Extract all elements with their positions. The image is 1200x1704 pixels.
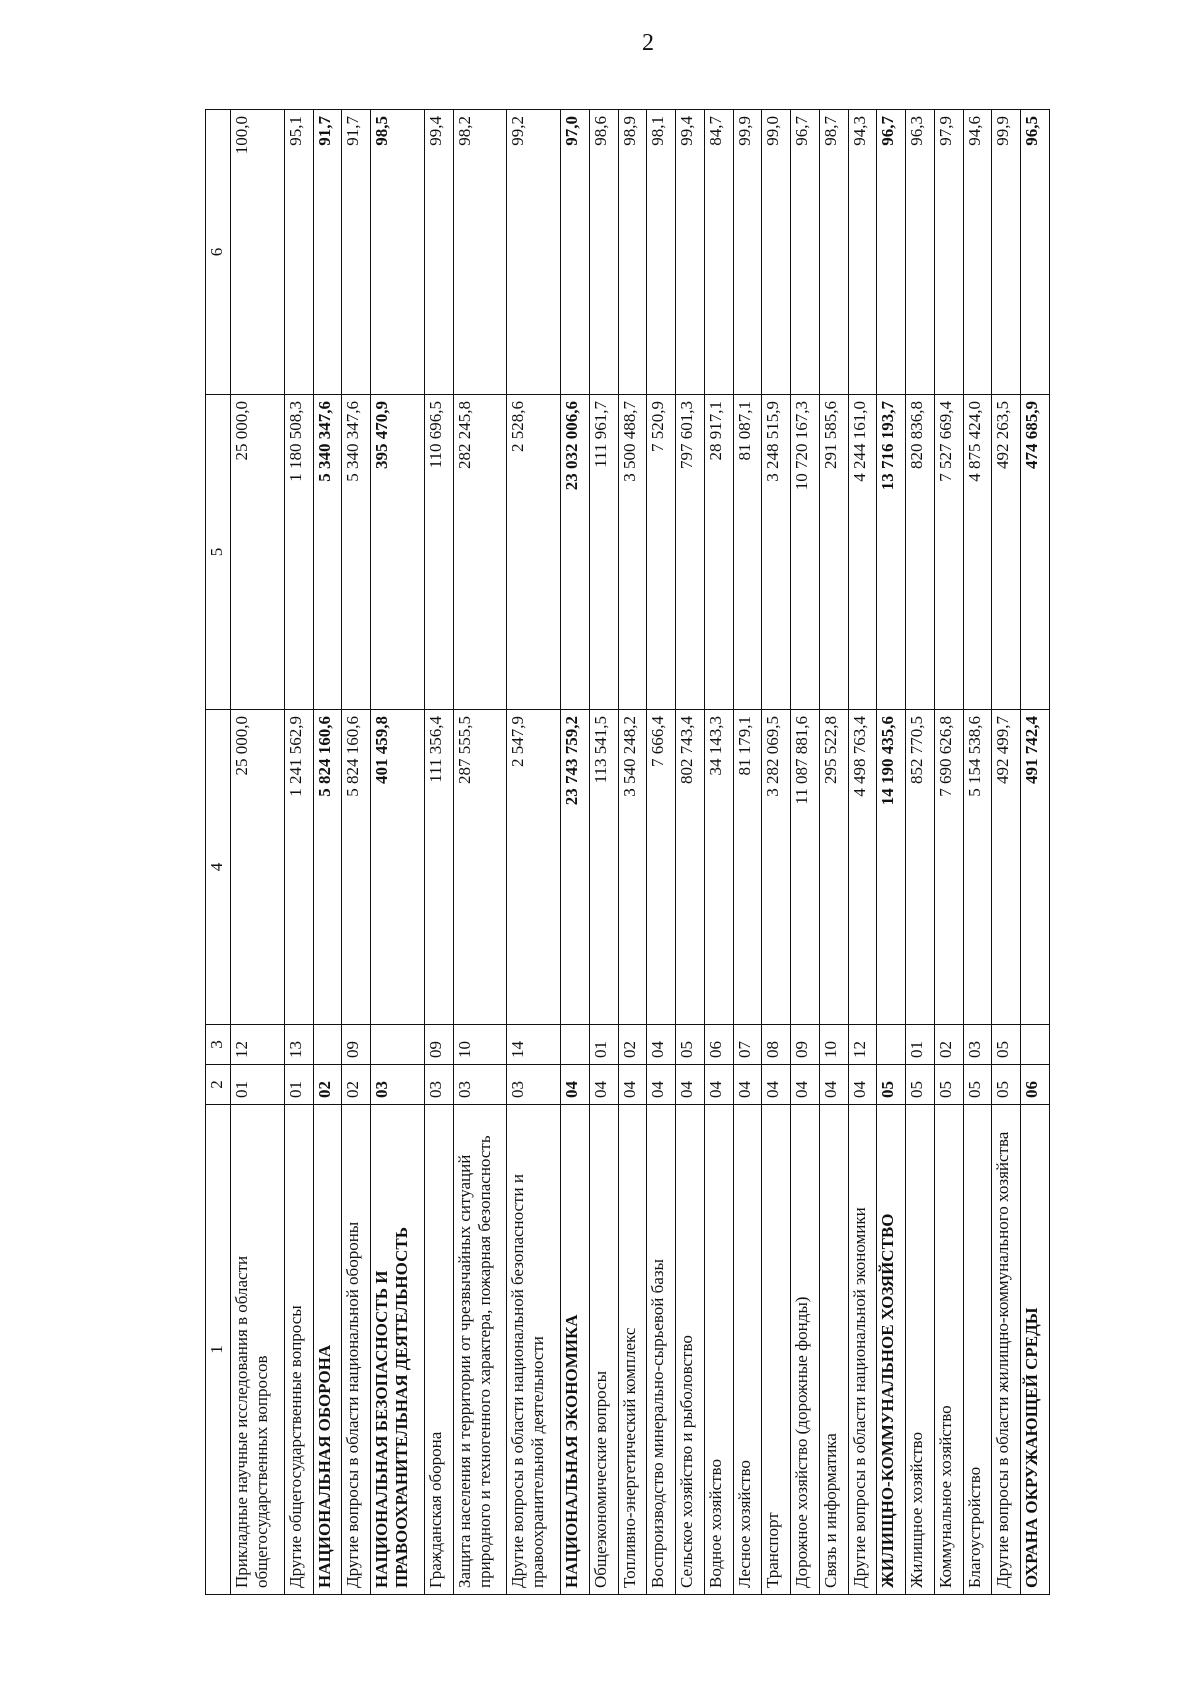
planned-amount-cell: 492 499,7 [992,710,1021,1025]
subsection-code-cell: 06 [704,1025,733,1065]
subsection-code-cell: 14 [507,1025,561,1065]
planned-amount-cell: 401 459,8 [371,710,425,1025]
planned-amount-cell: 25 000,0 [231,710,285,1025]
execution-percent-cell: 98,6 [589,110,618,395]
subsection-code-cell: 05 [676,1025,705,1065]
table-row [453,110,507,1595]
execution-percent-cell: 99,9 [733,110,762,395]
executed-amount-cell: 474 685,9 [1021,395,1050,710]
planned-amount-cell: 113 541,5 [589,710,618,1025]
subsection-code-cell: 10 [453,1025,507,1065]
execution-percent-cell: 100,0 [231,110,285,395]
item-name-cell: ОХРАНА ОКРУЖАЮЩЕЙ СРЕДЫ [1021,1105,1050,1595]
execution-percent-cell: 94,6 [963,110,992,395]
planned-amount-cell: 287 555,5 [453,710,507,1025]
subsection-code-cell: 05 [992,1025,1021,1065]
execution-percent-cell: 99,9 [992,110,1021,395]
table-row [313,110,342,1595]
table-row [371,110,425,1595]
executed-amount-cell: 3 248 515,9 [762,395,791,710]
execution-percent-cell: 99,2 [507,110,561,395]
table-row [762,110,791,1595]
table-row [424,110,453,1595]
planned-amount-cell: 852 770,5 [906,710,935,1025]
planned-amount-cell: 5 824 160,6 [313,710,342,1025]
executed-amount-cell: 111 961,7 [589,395,618,710]
executed-amount-cell: 23 032 006,6 [561,395,590,710]
item-name-cell: Другие вопросы в области национальной обороны [342,1105,371,1595]
planned-amount-cell: 491 742,4 [1021,710,1050,1025]
page-number: 2 [642,30,654,56]
section-code-cell: 04 [704,1065,733,1105]
executed-amount-cell: 2 528,6 [507,395,561,710]
section-code-cell: 01 [284,1065,313,1105]
item-name-cell: Лесное хозяйство [733,1105,762,1595]
subsection-code-cell: 01 [906,1025,935,1065]
item-name-cell: Другие общегосударственные вопросы [284,1105,313,1595]
item-name-cell: Гражданская оборона [424,1105,453,1595]
section-code-cell: 04 [589,1065,618,1105]
rotated-table-container [205,110,1050,1595]
execution-percent-cell: 84,7 [704,110,733,395]
table-row [231,110,285,1595]
item-name-cell: НАЦИОНАЛЬНАЯ БЕЗОПАСНОСТЬ И ПРАВООХРАНИТЕЛЬНАЯ ДЕЯТЕЛЬНОСТЬ [371,1105,425,1595]
section-code-cell: 01 [231,1065,285,1105]
executed-amount-cell: 4 244 161,0 [848,395,877,710]
header-cell-5: 5 [206,395,231,710]
table-row [561,110,590,1595]
section-code-cell: 04 [848,1065,877,1105]
subsection-code-cell [561,1025,590,1065]
subsection-code-cell [1021,1025,1050,1065]
planned-amount-cell: 23 743 759,2 [561,710,590,1025]
executed-amount-cell: 291 585,6 [819,395,848,710]
table-row [589,110,618,1595]
item-name-cell: НАЦИОНАЛЬНАЯ ЭКОНОМИКА [561,1105,590,1595]
section-code-cell: 05 [877,1065,906,1105]
section-code-cell: 02 [342,1065,371,1105]
item-name-cell: Связь и информатика [819,1105,848,1595]
table-row [507,110,561,1595]
table-row [877,110,906,1595]
subsection-code-cell: 07 [733,1025,762,1065]
executed-amount-cell: 110 696,5 [424,395,453,710]
execution-percent-cell: 96,7 [877,110,906,395]
execution-percent-cell: 99,0 [762,110,791,395]
item-name-cell: Дорожное хозяйство (дорожные фонды) [791,1105,820,1595]
execution-percent-cell: 98,1 [647,110,676,395]
executed-amount-cell: 395 470,9 [371,395,425,710]
subsection-code-cell [313,1025,342,1065]
execution-percent-cell: 99,4 [424,110,453,395]
item-name-cell: Коммунальное хозяйство [934,1105,963,1595]
table-row [676,110,705,1595]
execution-percent-cell: 99,4 [676,110,705,395]
table-row [906,110,935,1595]
section-code-cell: 04 [618,1065,647,1105]
planned-amount-cell: 2 547,9 [507,710,561,1025]
section-code-cell: 04 [733,1065,762,1105]
item-name-cell: Благоустройство [963,1105,992,1595]
section-code-cell: 06 [1021,1065,1050,1105]
table-row [284,110,313,1595]
header-cell-1: 1 [206,1105,231,1595]
section-code-cell: 03 [424,1065,453,1105]
planned-amount-cell: 5 154 538,6 [963,710,992,1025]
subsection-code-cell: 13 [284,1025,313,1065]
section-code-cell: 03 [507,1065,561,1105]
item-name-cell: Общеэкономические вопросы [589,1105,618,1595]
execution-percent-cell: 96,3 [906,110,935,395]
section-code-cell: 04 [561,1065,590,1105]
section-code-cell: 03 [453,1065,507,1105]
planned-amount-cell: 5 824 160,6 [342,710,371,1025]
item-name-cell: Сельское хозяйство и рыболовство [676,1105,705,1595]
subsection-code-cell: 08 [762,1025,791,1065]
executed-amount-cell: 4 875 424,0 [963,395,992,710]
item-name-cell: Другие вопросы в области национальной экономики [848,1105,877,1595]
execution-percent-cell: 98,2 [453,110,507,395]
subsection-code-cell: 09 [424,1025,453,1065]
table-row [963,110,992,1595]
table-row [733,110,762,1595]
table-row [647,110,676,1595]
execution-percent-cell: 98,7 [819,110,848,395]
subsection-code-cell: 09 [342,1025,371,1065]
subsection-code-cell: 02 [934,1025,963,1065]
executed-amount-cell: 28 917,1 [704,395,733,710]
planned-amount-cell: 3 540 248,2 [618,710,647,1025]
subsection-code-cell [371,1025,425,1065]
planned-amount-cell: 295 522,8 [819,710,848,1025]
execution-percent-cell: 98,5 [371,110,425,395]
header-cell-2: 2 [206,1065,231,1105]
execution-percent-cell: 95,1 [284,110,313,395]
execution-percent-cell: 97,0 [561,110,590,395]
item-name-cell: НАЦИОНАЛЬНАЯ ОБОРОНА [313,1105,342,1595]
subsection-code-cell: 12 [848,1025,877,1065]
table-row [819,110,848,1595]
subsection-code-cell: 09 [791,1025,820,1065]
header-cell-3: 3 [206,1025,231,1065]
planned-amount-cell: 7 666,4 [647,710,676,1025]
budget-execution-table [205,109,1050,1595]
item-name-cell: Топливно-энергетический комплекс [618,1105,647,1595]
executed-amount-cell: 25 000,0 [231,395,285,710]
item-name-cell: Воспроизводство минерально-сырьевой базы [647,1105,676,1595]
section-code-cell: 05 [992,1065,1021,1105]
item-name-cell: Защита населения и территории от чрезвычайных ситуаций природного и техногенного характера, пожарная безопасность [453,1105,507,1595]
table-row [992,110,1021,1595]
section-code-cell: 04 [647,1065,676,1105]
executed-amount-cell: 492 263,5 [992,395,1021,710]
planned-amount-cell: 34 143,3 [704,710,733,1025]
execution-percent-cell: 96,5 [1021,110,1050,395]
execution-percent-cell: 96,7 [791,110,820,395]
executed-amount-cell: 1 180 508,3 [284,395,313,710]
executed-amount-cell: 820 836,8 [906,395,935,710]
item-name-cell: Прикладные научные исследования в области общегосударственных вопросов [231,1105,285,1595]
section-code-cell: 04 [676,1065,705,1105]
executed-amount-cell: 7 520,9 [647,395,676,710]
item-name-cell: ЖИЛИЩНО-КОММУНАЛЬНОЕ ХОЗЯЙСТВО [877,1105,906,1595]
item-name-cell: Транспорт [762,1105,791,1595]
subsection-code-cell: 12 [231,1025,285,1065]
section-code-cell: 04 [791,1065,820,1105]
table-row [704,110,733,1595]
planned-amount-cell: 14 190 435,6 [877,710,906,1025]
table-row [342,110,371,1595]
section-code-cell: 04 [762,1065,791,1105]
planned-amount-cell: 81 179,1 [733,710,762,1025]
executed-amount-cell: 10 720 167,3 [791,395,820,710]
planned-amount-cell: 4 498 763,4 [848,710,877,1025]
table-row [848,110,877,1595]
section-code-cell: 04 [819,1065,848,1105]
execution-percent-cell: 91,7 [342,110,371,395]
table-header-row [206,110,231,1595]
subsection-code-cell: 02 [618,1025,647,1065]
executed-amount-cell: 81 087,1 [733,395,762,710]
subsection-code-cell [877,1025,906,1065]
planned-amount-cell: 11 087 881,6 [791,710,820,1025]
section-code-cell: 05 [934,1065,963,1105]
table-row [934,110,963,1595]
header-cell-4: 4 [206,710,231,1025]
executed-amount-cell: 5 340 347,6 [342,395,371,710]
subsection-code-cell: 04 [647,1025,676,1065]
item-name-cell: Другие вопросы в области национальной безопасности и правоохранительной деятельности [507,1105,561,1595]
planned-amount-cell: 1 241 562,9 [284,710,313,1025]
subsection-code-cell: 01 [589,1025,618,1065]
section-code-cell: 05 [963,1065,992,1105]
execution-percent-cell: 94,3 [848,110,877,395]
subsection-code-cell: 03 [963,1025,992,1065]
planned-amount-cell: 7 690 626,8 [934,710,963,1025]
item-name-cell: Водное хозяйство [704,1105,733,1595]
planned-amount-cell: 111 356,4 [424,710,453,1025]
section-code-cell: 03 [371,1065,425,1105]
header-cell-6: 6 [206,110,231,395]
section-code-cell: 05 [906,1065,935,1105]
table-row [791,110,820,1595]
executed-amount-cell: 3 500 488,7 [618,395,647,710]
planned-amount-cell: 802 743,4 [676,710,705,1025]
executed-amount-cell: 797 601,3 [676,395,705,710]
executed-amount-cell: 13 716 193,7 [877,395,906,710]
planned-amount-cell: 3 282 069,5 [762,710,791,1025]
item-name-cell: Другие вопросы в области жилищно-коммунального хозяйства [992,1105,1021,1595]
table-row [1021,110,1050,1595]
subsection-code-cell: 10 [819,1025,848,1065]
execution-percent-cell: 97,9 [934,110,963,395]
executed-amount-cell: 5 340 347,6 [313,395,342,710]
execution-percent-cell: 98,9 [618,110,647,395]
section-code-cell: 02 [313,1065,342,1105]
execution-percent-cell: 91,7 [313,110,342,395]
executed-amount-cell: 282 245,8 [453,395,507,710]
executed-amount-cell: 7 527 669,4 [934,395,963,710]
table-row [618,110,647,1595]
item-name-cell: Жилищное хозяйство [906,1105,935,1595]
